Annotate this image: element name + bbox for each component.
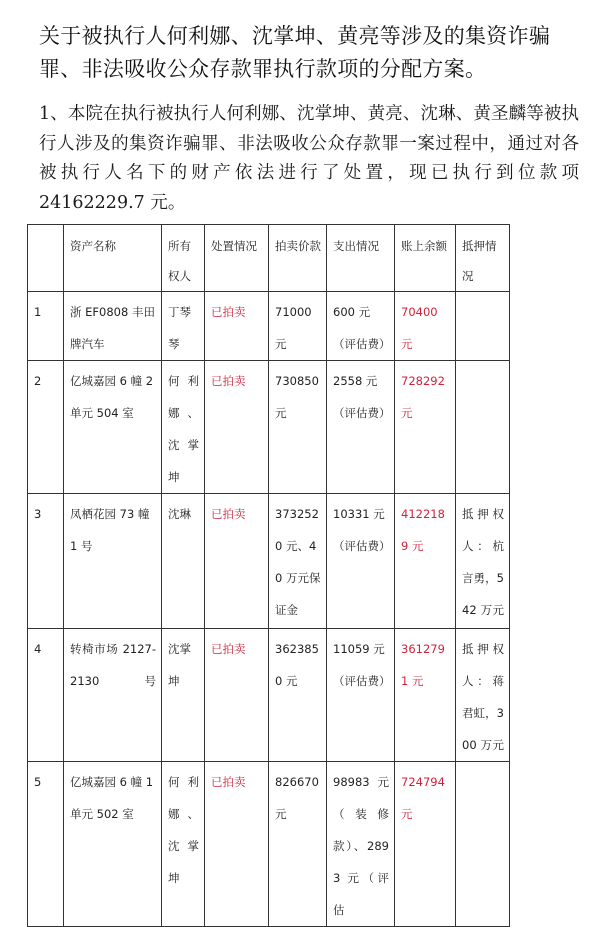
header-expense: 支出情况 [327,225,395,292]
cell-no: 4 [28,629,64,762]
cell-mortgage [456,361,510,494]
cell-owner: 何利娜、沈掌坤 [162,762,205,927]
cell-balance: 4122189 元 [395,494,456,629]
cell-mortgage: 抵押权人：蒋君虹，300 万元 [456,629,510,762]
intro-paragraph: 1、本院在执行被执行人何利娜、沈掌坤、黄亮、沈琳、黄圣麟等被执行人涉及的集资诈骗罪、非法吸收公众存款罪一案过程中，通过对各被执行人名下的财产依法进行了处置，现已执行到位款项 24162229.7 元。 [39,104,579,213]
cell-owner: 沈琳 [162,494,205,629]
cell-expense: 2558 元（评估费） [327,361,395,494]
cell-asset: 浙 EF0808 丰田牌汽车 [64,292,162,361]
cell-no: 3 [28,494,64,629]
table-row [28,292,510,361]
cell-asset: 亿城嘉园 6 幢 1 单元 502 室 [64,762,162,927]
cell-price: 71000 元 [269,292,327,361]
cell-asset: 亿城嘉园 6 幢 2 单元 504 室 [64,361,162,494]
cell-price: 826670 元 [269,762,327,927]
cell-status: 已拍卖 [205,494,269,629]
cell-price: 3623850 元 [269,629,327,762]
cell-balance: 728292 元 [395,361,456,494]
header-balance: 账上余额 [395,225,456,292]
cell-price: 3732520 元、40 万元保证金 [269,494,327,629]
cell-mortgage [456,762,510,927]
cell-balance: 70400 元 [395,292,456,361]
cell-owner: 沈掌坤 [162,629,205,762]
cell-status: 已拍卖 [205,629,269,762]
cell-mortgage [456,292,510,361]
header-mortgage: 抵押情况 [456,225,510,292]
cell-price: 730850 元 [269,361,327,494]
cell-balance: 724794 元 [395,762,456,927]
cell-expense: 10331 元（评估费） [327,494,395,629]
cell-status: 已拍卖 [205,361,269,494]
cell-no: 2 [28,361,64,494]
table-header-row [28,225,510,292]
asset-distribution-table [27,224,510,927]
cell-owner: 丁琴琴 [162,292,205,361]
cell-status: 已拍卖 [205,762,269,927]
cell-mortgage: 抵押权人：杭言勇，542 万元 [456,494,510,629]
cell-owner: 何利娜、沈掌坤 [162,361,205,494]
table-row [28,494,510,629]
cell-expense: 98983 元（装修款）、2893 元（评估 [327,762,395,927]
cell-asset: 转椅市场 2127-2130 号 [64,629,162,762]
header-disposal-status: 处置情况 [205,225,269,292]
header-auction-price: 拍卖价款 [269,225,327,292]
cell-status: 已拍卖 [205,292,269,361]
table-row [28,762,510,927]
header-owner: 所有权人 [162,225,205,292]
cell-expense: 11059 元（评估费） [327,629,395,762]
table-row [28,629,510,762]
cell-balance: 3612791 元 [395,629,456,762]
cell-no: 1 [28,292,64,361]
cell-no: 5 [28,762,64,927]
table-row [28,361,510,494]
document-title: 关于被执行人何利娜、沈掌坤、黄亮等涉及的集资诈骗罪、非法吸收公众存款罪执行款项的分配方案。 [39,24,551,81]
cell-asset: 凤栖花园 73 幢 1 号 [64,494,162,629]
cell-expense: 600 元（评估费） [327,292,395,361]
header-no [28,225,64,292]
header-asset-name: 资产名称 [64,225,162,292]
